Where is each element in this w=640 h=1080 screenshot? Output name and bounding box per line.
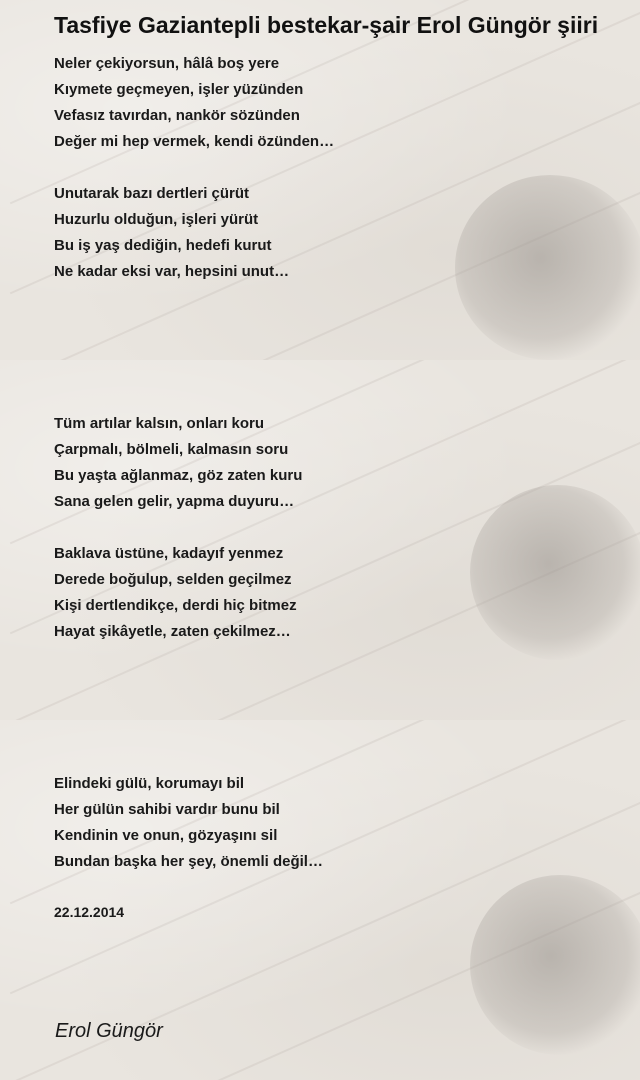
poem-author: Erol Güngör xyxy=(55,1020,163,1042)
ink-blot xyxy=(470,875,640,1055)
poem-line: Vefasız tavırdan, nankör sözünden xyxy=(54,107,300,124)
poem-line: Tüm artılar kalsın, onları koru xyxy=(54,415,265,432)
ink-blot xyxy=(455,175,640,360)
poem-line: Derede boğulup, selden geçilmez xyxy=(54,571,292,588)
poem-line: Baklava üstüne, kadayıf yenmez xyxy=(54,545,284,562)
poem-line: Neler çekiyorsun, hâlâ boş yere xyxy=(54,55,280,72)
poem-line: Çarpmalı, bölmeli, kalmasın soru xyxy=(54,441,289,458)
ink-blot xyxy=(470,485,640,660)
poem-title: Tasfiye Gaziantepli bestekar-şair Erol Güngör şiiri xyxy=(54,12,599,38)
poem-line: Sana gelen gelir, yapma duyuru… xyxy=(54,493,295,510)
poem-line: Bu yaşta ağlanmaz, göz zaten kuru xyxy=(54,467,303,484)
stanza-1 xyxy=(54,51,334,155)
poem-line: Kendinin ve onun, gözyaşını sil xyxy=(54,827,278,844)
poem-line: Bu iş yaş dediğin, hedefi kurut xyxy=(54,237,272,254)
poem-line: Elindeki gülü, korumayı bil xyxy=(54,775,245,792)
poem-line: Huzurlu olduğun, işleri yürüt xyxy=(54,211,259,228)
stanza-5 xyxy=(54,771,323,875)
stanza-3 xyxy=(54,411,302,515)
poem-line: Ne kadar eksi var, hepsini unut… xyxy=(54,263,290,280)
poem-line: Her gülün sahibi vardır bunu bil xyxy=(54,801,280,818)
poem-line: Kişi dertlendikçe, derdi hiç bitmez xyxy=(54,597,297,614)
poem-line: Hayat şikâyetle, zaten çekilmez… xyxy=(54,623,291,640)
stanza-2 xyxy=(54,181,289,285)
poem-line: Değer mi hep vermek, kendi özünden… xyxy=(54,133,335,150)
poem-line: Bundan başka her şey, önemli değil… xyxy=(54,853,323,870)
poem-line: Unutarak bazı dertleri çürüt xyxy=(54,185,250,202)
poem-line: Kıymete geçmeyen, işler yüzünden xyxy=(54,81,304,98)
stanza-4 xyxy=(54,541,297,645)
poem-date: 22.12.2014 xyxy=(54,904,125,920)
